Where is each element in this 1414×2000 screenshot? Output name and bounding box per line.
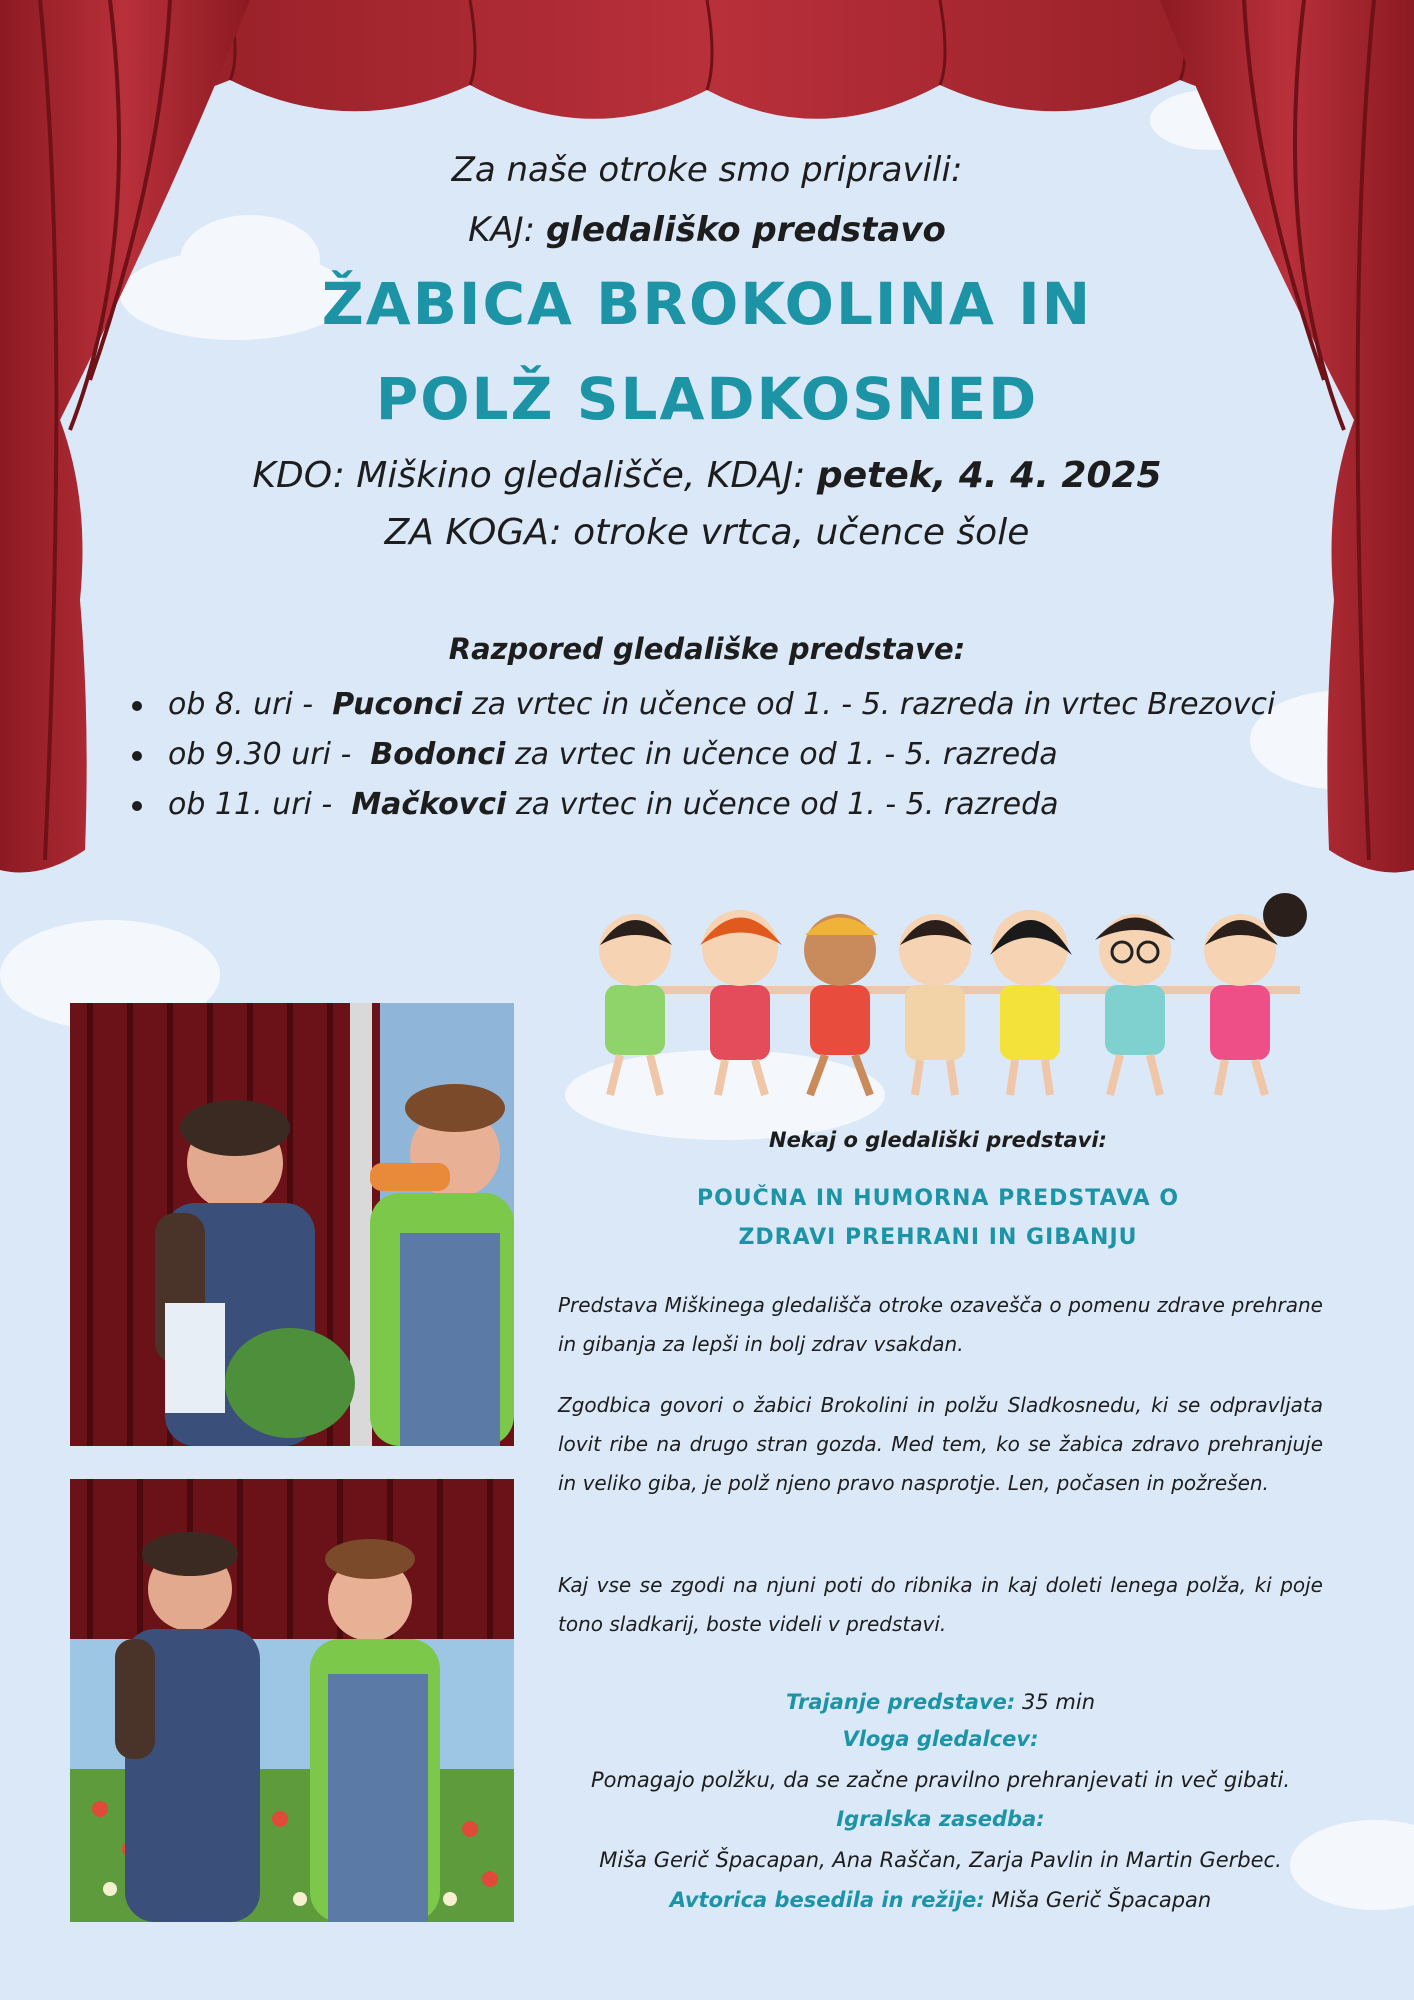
page-title-line2: POLŽ SLADKOSNED [375, 365, 1039, 433]
author-value: Miša Gerič Špacapan [991, 1888, 1212, 1912]
schedule-item [128, 780, 1275, 830]
schedule-time: ob 9.30 uri - [168, 737, 352, 772]
performance-photo-1 [70, 1003, 514, 1446]
schedule-place: Bodonci [370, 737, 506, 772]
event-date: petek, 4. 4. 2025 [816, 455, 1162, 496]
performance-photo-2 [70, 1479, 514, 1922]
who-when-line [0, 455, 1414, 496]
role-label: Vloga gledalcev: [842, 1727, 1039, 1751]
schedule-title: Razpored gledališke predstave: [448, 632, 966, 666]
duration-value: 35 min [1022, 1690, 1095, 1714]
duration-line [558, 1690, 1323, 1714]
about-subtitle-2: ZDRAVI PREHRANI IN GIBANJU [738, 1225, 1138, 1250]
what-value: gledališko predstavo [545, 210, 946, 250]
duration-label: Trajanje predstave: [785, 1690, 1016, 1714]
about-paragraph: Predstava Miškinega gledališča otroke ozavešča o pomenu zdrave prehrane in gibanja za lepši in bolj zdrav vsakdan. [558, 1293, 1323, 1356]
schedule-item [128, 680, 1275, 730]
schedule-desc: za vrtec in učence od 1. - 5. razreda in vrtec Brezovci [471, 687, 1276, 722]
schedule-list [128, 680, 1275, 830]
cast-label: Igralska zasedba: [836, 1807, 1045, 1831]
schedule-place: Mačkovci [351, 787, 507, 822]
schedule-item [128, 730, 1275, 780]
schedule-desc: za vrtec in učence od 1. - 5. razreda [514, 737, 1058, 772]
page-title-line1: ŽABICA BROKOLINA IN [321, 270, 1093, 338]
schedule-time: ob 8. uri - [168, 687, 314, 722]
about-subtitle-1: POUČNA IN HUMORNA PREDSTAVA O [696, 1186, 1180, 1211]
cast-value: Miša Gerič Špacapan, Ana Raščan, Zarja Pavlin in Martin Gerbec. [599, 1848, 1282, 1872]
what-label: KAJ: [468, 210, 536, 250]
author-label: Avtorica besedila in režije: [669, 1888, 985, 1912]
who-label: KDO: Miškino gledališče, KDAJ: [252, 455, 806, 496]
intro-text: Za naše otroke smo pripravili: [451, 150, 963, 190]
schedule-time: ob 11. uri - [168, 787, 333, 822]
about-heading: Nekaj o gledališki predstavi: [769, 1128, 1107, 1152]
children-illustration [560, 880, 1340, 1110]
what-line [0, 210, 1414, 250]
role-value: Pomagajo polžku, da se začne pravilno prehranjevati in več gibati. [590, 1768, 1291, 1792]
for-whom: ZA KOGA: otroke vrtca, učence šole [384, 512, 1030, 553]
author-line [558, 1888, 1323, 1912]
schedule-desc: za vrtec in učence od 1. - 5. razreda [515, 787, 1059, 822]
schedule-place: Puconci [332, 687, 463, 722]
about-paragraph: Zgodbica govori o žabici Brokolini in polžu Sladkosnedu, ki se odpravljata lovit ribe na drugo stran gozda. Med tem, ko se žabica zdravo prehranjuje in veliko giba, je polž njeno pravo nasprotje. Len, počasen in požrešen. [558, 1393, 1323, 1495]
about-paragraph: Kaj vse se zgodi na njuni poti do ribnika in kaj doleti lenega polža, ki poje tono sladkarij, boste videli v predstavi. [558, 1573, 1323, 1636]
